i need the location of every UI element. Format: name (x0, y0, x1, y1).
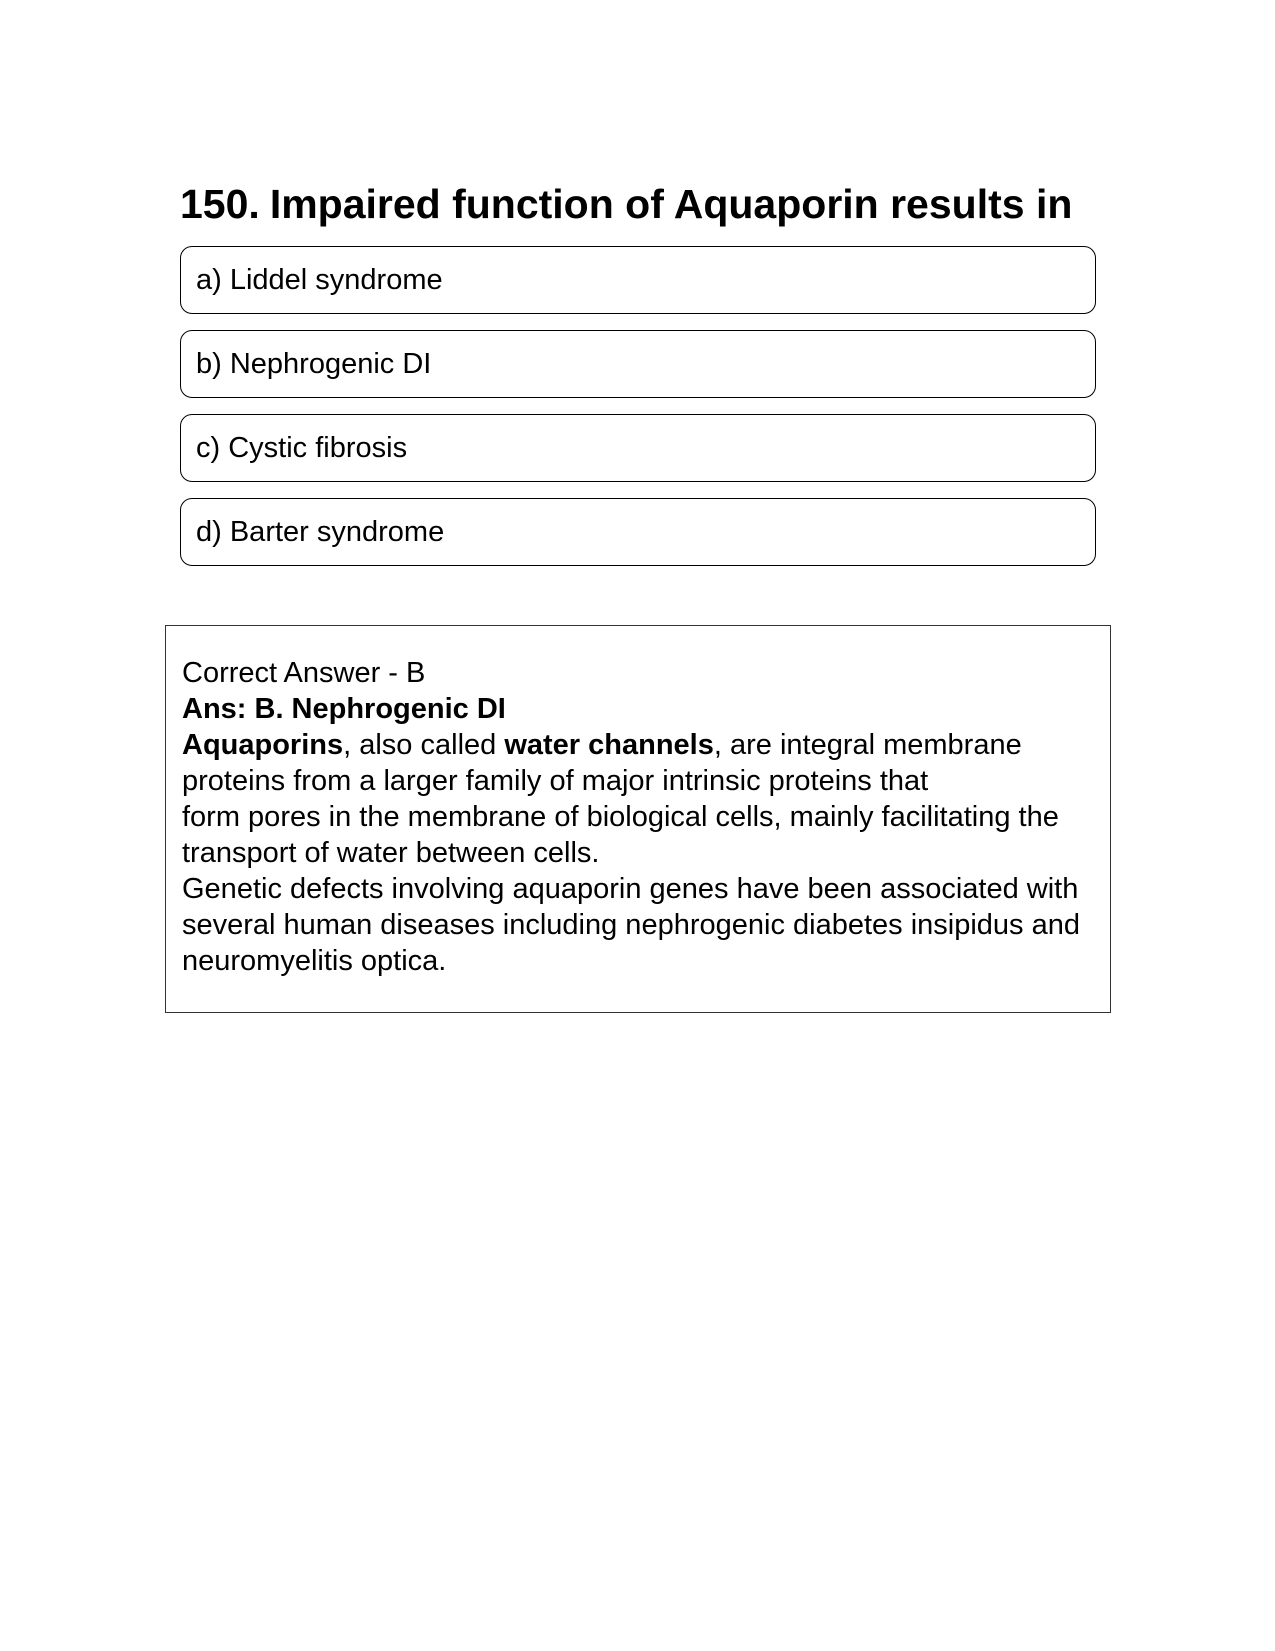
answer-heading: Ans: B. Nephrogenic DI (182, 693, 506, 725)
answer-explanation-box (165, 625, 1111, 1013)
explanation-text-3: form pores in the membrane of biological cells, mainly facilitating the transport of water between cells. (182, 801, 1059, 869)
explanation-paragraph-1 (182, 727, 1095, 871)
term-aquaporins: Aquaporins (182, 729, 344, 761)
correct-answer-line: Correct Answer - B (182, 657, 426, 689)
question-title (180, 176, 1072, 232)
option-d[interactable]: d) Barter syndrome (180, 498, 1096, 566)
option-a[interactable]: a) Liddel syndrome (180, 246, 1096, 314)
term-water-channels: water channels (504, 729, 714, 761)
option-b[interactable]: b) Nephrogenic DI (180, 330, 1096, 398)
question-text: Impaired function of Aquaporin results in (269, 181, 1073, 227)
explanation-text-2: , are integral membrane proteins from a larger family of major intrinsic proteins that (182, 729, 1022, 797)
option-c[interactable]: c) Cystic fibrosis (180, 414, 1096, 482)
question-number: 150. (180, 181, 260, 227)
explanation-text-1: , also called (343, 729, 505, 761)
explanation-paragraph-2: Genetic defects involving aquaporin genes have been associated with several human diseases including nephrogenic diabetes insipidus and neuromyelitis optica. (182, 873, 1080, 977)
